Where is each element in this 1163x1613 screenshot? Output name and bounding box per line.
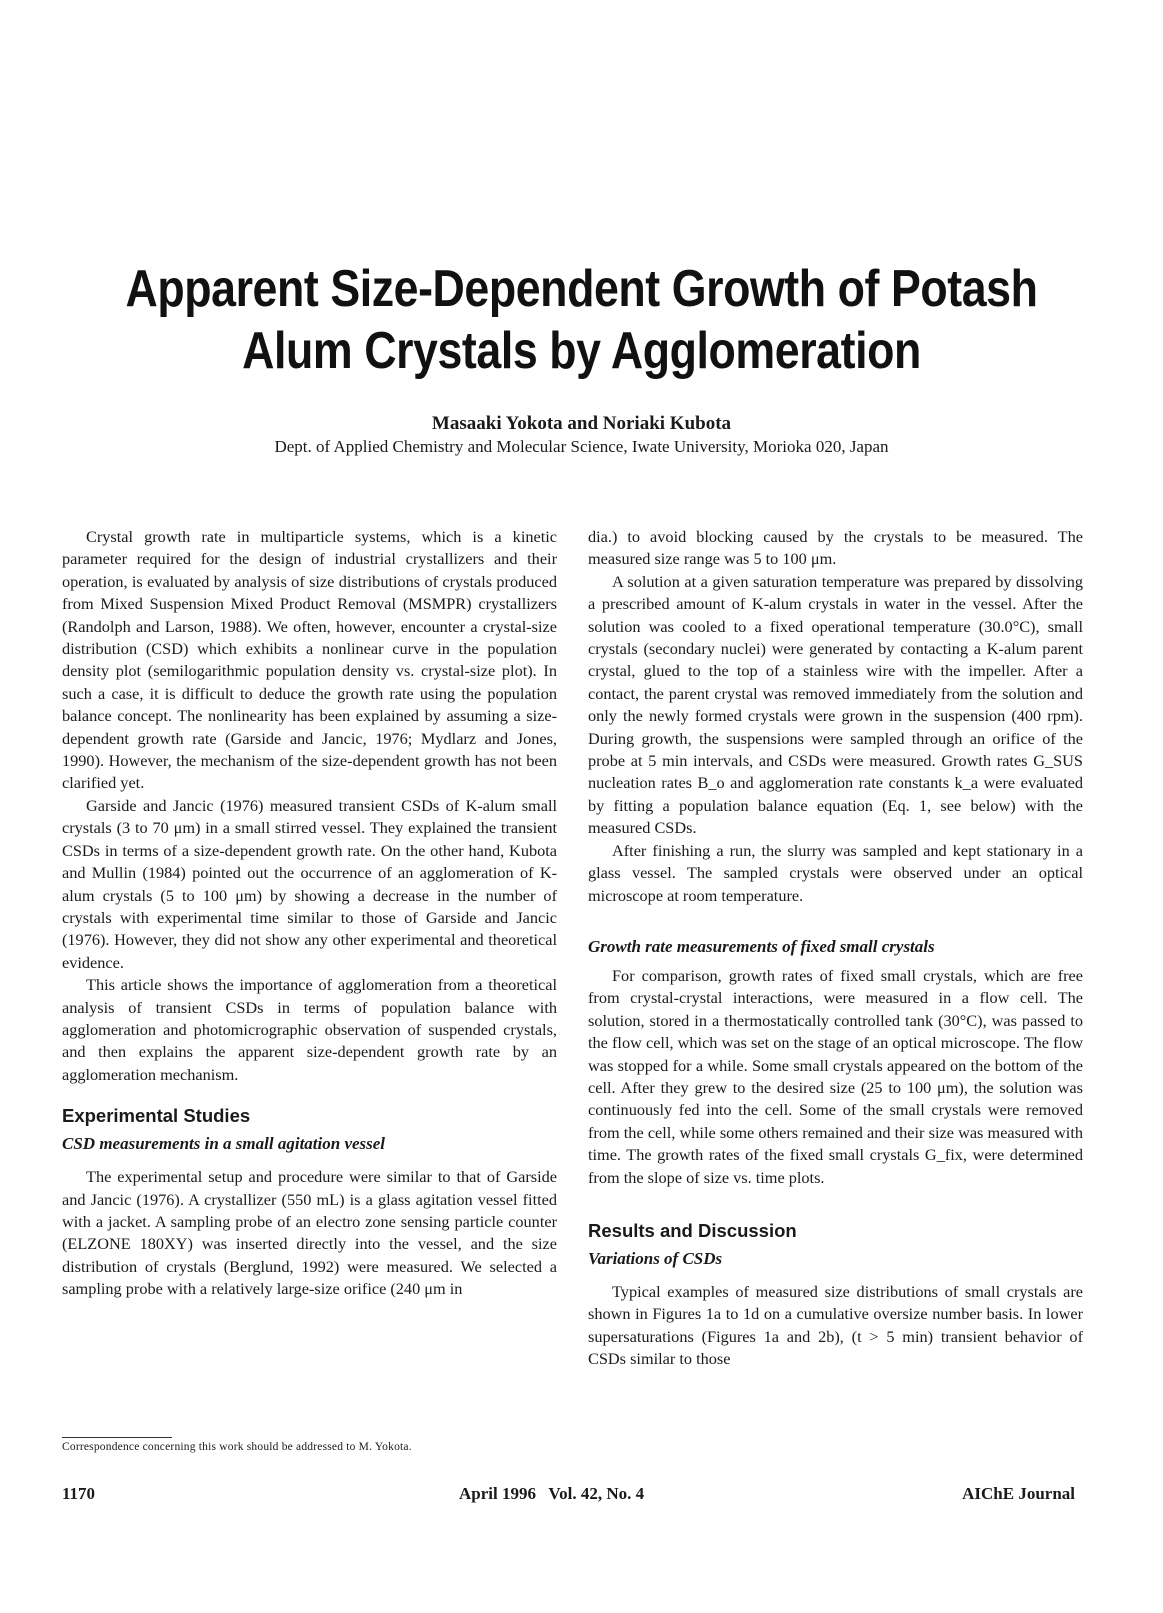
paragraph: The experimental setup and procedure were similar to that of Garside and Jancic (1976). A crystallizer (550 mL) is a glass agitation vessel fitted with a jacket. A sampling probe of an electro zone sensing particle counter (ELZONE 180XY) was inserted directly into the vessel, and the size distribution of crystals (Berglund, 1992) were measured. We selected a sampling probe with a relatively large-size orifice (240 μm in bbox=[62, 1167, 557, 1299]
paragraph: For comparison, growth rates of fixed small crystals, which are free from crystal-crystal interactions, were measured in a flow cell. The solution, stored in a thermostatically controlled tank (30°C), was passed to the flow cell, which was set on the stage of an optical microscope. The flow was stopped for a while. Some small crystals appeared on the bottom of the cell. After they grew to the desired size (25 to 100 μm), the solution was continuously fed into the cell. Some of the small crystals were removed from the cell, while some others remained and their size was measured with time. The growth rates of the fixed small crystals G_fix, were determined from the slope of size vs. time plots. bbox=[588, 965, 1083, 1187]
section-heading-results: Results and Discussion bbox=[588, 1219, 797, 1241]
paragraph: dia.) to avoid blocking caused by the crystals to be measured. The measured size range was 5 to 100 μm. bbox=[588, 527, 1083, 569]
left-column bbox=[62, 526, 557, 1301]
subsection-heading-csd: CSD measurements in a small agitation vessel bbox=[62, 1134, 386, 1154]
footnote: Correspondence concerning this work should be addressed to M. Yokota. bbox=[62, 1441, 412, 1453]
issue-info: April 1996 Vol. 42, No. 4 bbox=[459, 1484, 645, 1503]
authors: Masaaki Yokota and Noriaki Kubota bbox=[431, 413, 732, 434]
footnote-rule bbox=[62, 1437, 172, 1438]
paragraph: This article shows the importance of agglomeration from a theoretical analysis of transient CSDs in terms of population balance with agglomeration and photomicrographic observation of suspended crystals, and then explains the apparent size-dependent growth rate by an agglomeration mechanism. bbox=[62, 975, 557, 1084]
paragraph: Crystal growth rate in multiparticle systems, which is a kinetic parameter required for the design of industrial crystallizers and their operation, is evaluated by analysis of size distributions of crystals produced from Mixed Suspension Mixed Product Removal (MSMPR) crystallizers (Randolph and Larson, 1988). We often, however, encounter a crystal-size distribution (CSD) which exhibits a nonlinear curve in the population density plot (semilogarithmic population density vs. crystal-size plot). In such a case, it is difficult to deduce the growth rate using the population balance concept. The nonlinearity has been explained by assuming a size-dependent growth rate (Garside and Jancic, 1976; Mydlarz and Jones, 1990). However, the mechanism of the size-dependent growth has not been clarified yet. bbox=[62, 527, 557, 793]
journal-name: AIChE Journal bbox=[962, 1484, 1075, 1503]
section-heading-experimental: Experimental Studies bbox=[62, 1105, 251, 1127]
right-column bbox=[588, 526, 1083, 1371]
subsection-heading-growth: Growth rate measurements of fixed small crystals bbox=[588, 936, 935, 956]
paragraph: After finishing a run, the slurry was sampled and kept stationary in a glass vessel. The sampled crystals were observed under an optical microscope at room temperature. bbox=[588, 840, 1083, 905]
paragraph: Typical examples of measured size distributions of small crystals are shown in Figures 1a to 1d on a cumulative oversize number basis. In lower supersaturations (Figures 1a and 2b), (t > 5 min) transient behavior of CSDs similar to those bbox=[588, 1281, 1083, 1369]
affiliation: Dept. of Applied Chemistry and Molecular Science, Iwate University, Morioka 020, Japan bbox=[274, 437, 889, 456]
article-title bbox=[81, 258, 1081, 382]
paragraph: A solution at a given saturation temperature was prepared by dissolving a prescribed amount of K-alum crystals in water in the vessel. After the solution was cooled to a fixed operational temperature (30.0°C), small crystals (secondary nuclei) were generated by contacting a K-alum parent crystal, glued to the top of a stainless wire with the impeller. After a contact, the parent crystal was removed immediately from the solution and only the newly formed crystals were grown in the suspension (400 rpm). During growth, the suspensions were sampled through an orifice of the probe at 5 min intervals, and CSDs were measured. Growth rates G_SUS nucleation rates B_o and agglomeration rate constants k_a were evaluated by fitting a population balance equation (Eq. 1, see below) with the measured CSDs. bbox=[588, 571, 1083, 838]
title-line-1: Apparent Size-Dependent Growth of Potash bbox=[125, 260, 1038, 318]
subsection-heading-variations: Variations of CSDs bbox=[588, 1248, 723, 1268]
page-number: 1170 bbox=[62, 1484, 96, 1503]
title-line-2: Alum Crystals by Agglomeration bbox=[242, 322, 921, 380]
paragraph: Garside and Jancic (1976) measured transient CSDs of K-alum small crystals (3 to 70 μm) in a small stirred vessel. They explained the transient CSDs in terms of a size-dependent growth rate. On the other hand, Kubota and Mullin (1984) pointed out the occurrence of an agglomeration of K-alum crystals (5 to 100 μm) by showing a decrease in the number of crystals with experimental time similar to those of Garside and Jancic (1976). However, they did not show any other experimental and theoretical evidence. bbox=[62, 795, 557, 972]
